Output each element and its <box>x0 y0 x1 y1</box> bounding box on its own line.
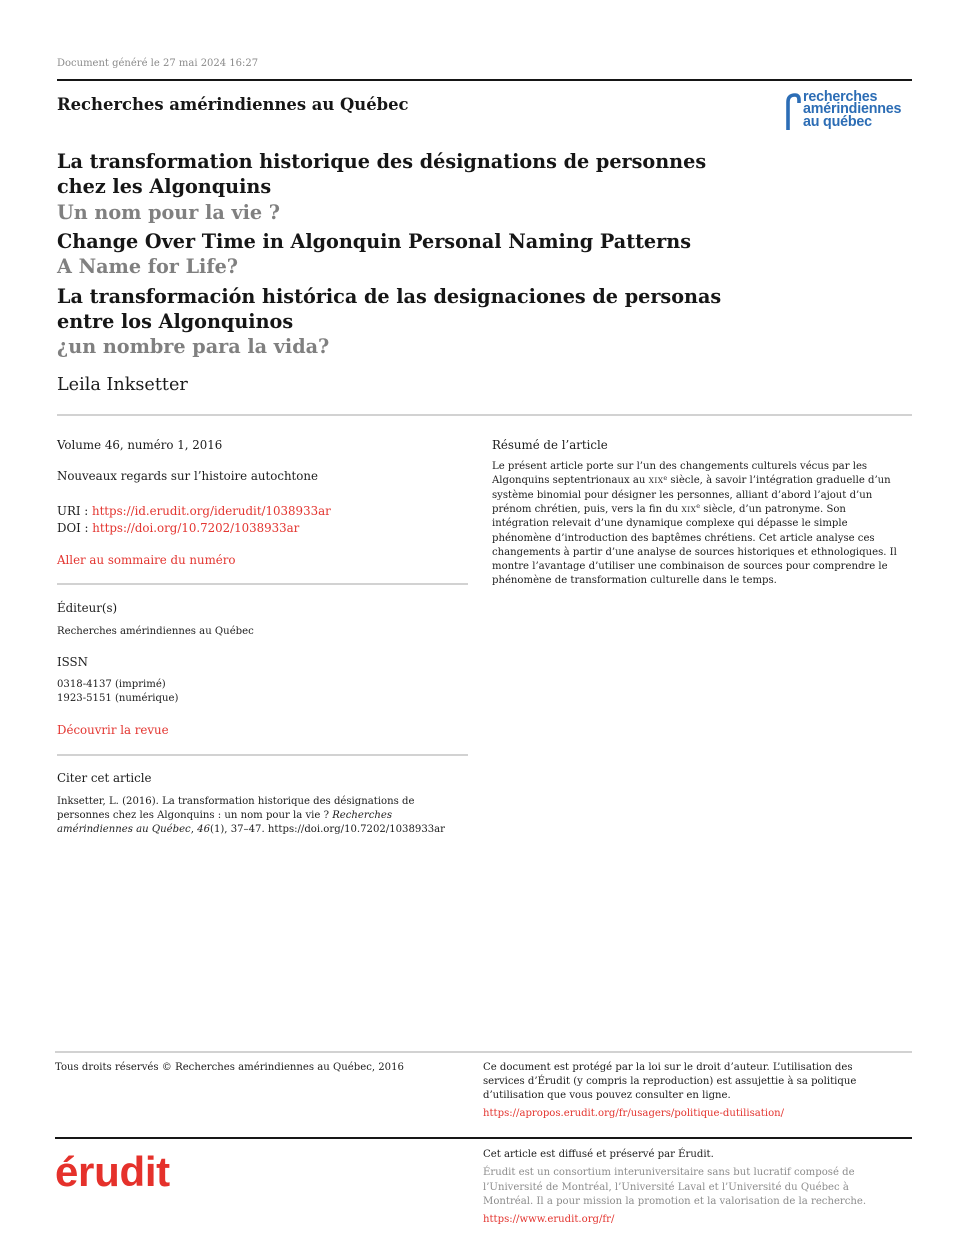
uri-row <box>57 503 331 519</box>
century-smallcaps: XIX <box>648 476 664 486</box>
erudit-logo: érudit <box>55 1148 170 1195</box>
issue-volume: Volume 46, numéro 1, 2016 <box>57 438 223 452</box>
abstract-line <box>492 460 867 474</box>
citation-journal-italic: Recherches <box>332 810 393 821</box>
abstract-text: siècle, à savoir l’intégration graduelle d’un <box>667 475 891 487</box>
consortium-text-line: Montréal. Il a pour mission la promotion et la valorisation de la recherche. <box>483 1196 867 1207</box>
title-es-line: La transformación histórica de las designaciones de personas <box>57 284 722 308</box>
abstract-text: Le présent article porte sur l’un des changements culturels vécus par les <box>492 461 868 472</box>
subtitle-en: A Name for Life? <box>57 254 239 278</box>
issue-toc-link[interactable]: Aller au sommaire du numéro <box>57 553 236 567</box>
issue-theme: Nouveaux regards sur l’histoire autochtone <box>57 469 318 483</box>
citation-text: Inksetter, L. (2016). La transformation historique des désignations de <box>57 796 415 807</box>
journal-link[interactable]: Découvrir la revue <box>57 723 169 737</box>
citation-text: , <box>190 824 198 835</box>
subtitle-fr: Un nom pour la vie ? <box>57 200 281 224</box>
abstract-line <box>492 546 897 560</box>
citation-journal-italic: amérindiennes au Québec <box>57 824 191 835</box>
consortium-text-line: l’Université de Montréal, l’Université Laval et l’Université du Québec à <box>483 1181 849 1193</box>
abstract-text: siècle, d’un patronyme. Son <box>700 503 846 515</box>
logo-line: amérindiennes <box>803 101 902 118</box>
logo-line: recherches <box>803 88 878 105</box>
abstract-line <box>492 560 888 574</box>
citation-line <box>57 809 392 823</box>
footer-divider <box>55 1051 912 1053</box>
consortium-text-line: Érudit est un consortium interuniversitaire sans but lucratif composé de <box>483 1167 855 1178</box>
abstract-line <box>492 489 872 503</box>
abstract-line <box>492 574 777 588</box>
abstract-line <box>492 517 848 531</box>
title-es-line: entre los Algonquinos <box>57 309 294 333</box>
abstract-text: Algonquins septentrionaux au <box>492 475 649 487</box>
publisher-heading: Éditeur(s) <box>57 601 118 615</box>
abstract-text: intégration relevait d’une dynamique complexe qui dépasse le simple <box>492 518 848 530</box>
journal-logo-wordmark <box>803 88 902 130</box>
superscript-e: e <box>696 502 701 511</box>
footer-divider-dark <box>55 1137 912 1139</box>
abstract-text: phénomène de transformation culturelle dans le temps. <box>492 575 777 587</box>
superscript-e: e <box>663 473 668 482</box>
citation-line <box>57 795 414 809</box>
uri-link[interactable]: https://id.erudit.org/iderudit/1038933ar <box>91 504 331 518</box>
publisher-name: Recherches amérindiennes au Québec <box>57 626 254 637</box>
citation-text: (1), 37–47. https://doi.org/10.7202/1038933ar <box>210 824 446 835</box>
abstract-text: prénom chrétien, puis, vers la fin du <box>492 503 682 515</box>
title-en-line: Change Over Time in Algonquin Personal Naming Patterns <box>57 229 692 253</box>
century-smallcaps: XIX <box>681 504 697 514</box>
doi-row <box>57 520 299 536</box>
issn-online: 1923-5151 (numérique) <box>57 693 179 704</box>
policy-text-line: services d’Érudit (y compris la reproduction) est assujettie à sa politique <box>483 1076 857 1087</box>
doi-label: DOI : <box>57 521 89 535</box>
header-divider <box>57 79 912 81</box>
journal-name: Recherches amérindiennes au Québec <box>57 95 409 114</box>
abstract-text: système binomial pour désigner les personnes, alliant d’abord l’ajout d’un <box>492 489 873 501</box>
usage-policy-link[interactable]: https://apropos.erudit.org/fr/usagers/politique-dutilisation/ <box>483 1108 785 1119</box>
title-divider <box>57 414 912 416</box>
uri-label: URI : <box>57 504 89 518</box>
erudit-site-link[interactable]: https://www.erudit.org/fr/ <box>483 1214 615 1225</box>
abstract-line <box>492 503 846 517</box>
generated-date-note: Document généré le 27 mai 2024 16:27 <box>57 58 259 69</box>
policy-text-line: Ce document est protégé par la loi sur le droit d’auteur. L’utilisation des <box>483 1062 853 1073</box>
copyright-notice: Tous droits réservés © Recherches amérindiennes au Québec, 2016 <box>55 1062 404 1073</box>
abstract-line <box>492 474 891 488</box>
citation-heading: Citer cet article <box>57 771 152 785</box>
abstract-heading: Résumé de l’article <box>492 438 608 452</box>
diffusion-notice: Cet article est diffusé et préservé par Érudit. <box>483 1149 714 1160</box>
section-divider <box>57 754 468 756</box>
issn-heading: ISSN <box>57 655 88 669</box>
author-name: Leila Inksetter <box>57 375 188 395</box>
issn-print: 0318-4137 (imprimé) <box>57 679 166 690</box>
journal-logo <box>784 90 912 132</box>
abstract-text: changements à partir d’une analyse de sources historiques et ethnologiques. Il <box>492 546 897 558</box>
raq-bracket-icon <box>784 92 802 132</box>
abstract-line <box>492 532 875 546</box>
citation-line <box>57 823 445 837</box>
citation-volume-italic: 46 <box>197 824 210 835</box>
doi-link[interactable]: https://doi.org/10.7202/1038933ar <box>92 521 300 535</box>
citation-text: personnes chez les Algonquins : un nom pour la vie ? <box>57 810 333 821</box>
logo-line: au québec <box>803 113 872 130</box>
policy-text-line: d’utilisation que vous pouvez consulter en ligne. <box>483 1090 731 1101</box>
abstract-text: phénomène d’introduction des baptêmes chrétiens. Cet article analyse ces <box>492 532 875 544</box>
title-fr-line: La transformation historique des désignations de personnes <box>57 149 707 173</box>
section-divider <box>57 583 468 585</box>
abstract-text: montre l’avantage d’utiliser une combinaison de sources pour comprendre le <box>492 561 888 573</box>
subtitle-es: ¿un nombre para la vida? <box>57 334 330 358</box>
title-fr-line: chez les Algonquins <box>57 174 272 198</box>
